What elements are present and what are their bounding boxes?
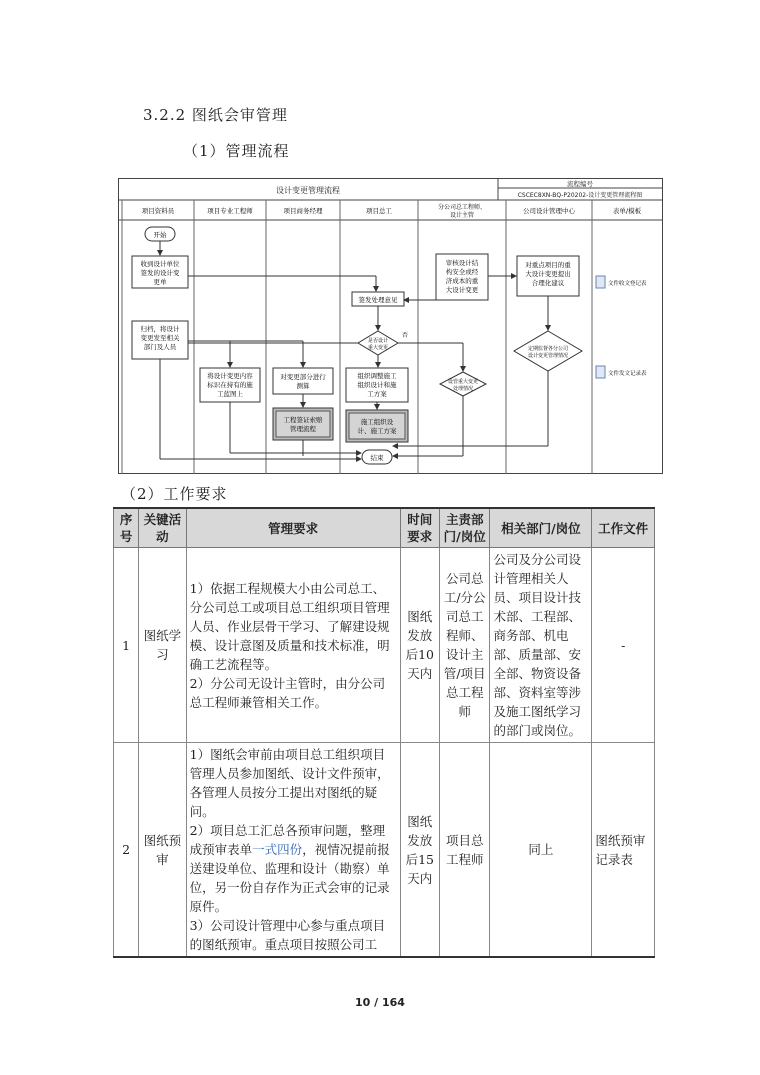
page-number: 10 / 164 [355, 996, 405, 1009]
lane-label: 表单/模板 [612, 207, 642, 215]
cell-dept: 公司总工/分公司总工程师、设计主管/项目总工程师 [439, 548, 489, 743]
flowchart [118, 178, 663, 474]
center-supervise-label: 定期监督各分公司设计变更管理情况 [527, 346, 569, 359]
cell-time: 图纸发放后15天内 [400, 743, 439, 958]
form1-icon [596, 276, 605, 288]
requirement-item: 2）分公司无设计主管时，由分公司总工程师兼管相关工作。 [189, 675, 386, 710]
header-time: 时间要求 [400, 508, 439, 548]
table-row [114, 548, 655, 743]
is-major-label: 是否设计重大变更 [367, 338, 389, 351]
cell-dept: 项目总工程师 [439, 743, 489, 958]
cell-requirements [186, 743, 400, 958]
requirement-item: 1）图纸会审前由项目总工组织项目管理人员参加图纸、设计文件预审，各管理人员按分工提出对图纸的疑问。 [189, 747, 390, 819]
branch-handle-label: 设管重大变更处理情况 [447, 379, 479, 392]
cell-activity: 图纸预审 [139, 743, 186, 958]
cell-seq: 2 [114, 743, 139, 958]
adjust-plan-label: 组织调整施工组织设计和施工方案 [357, 372, 397, 398]
table-header-row [114, 508, 655, 548]
receive-node-label: 收到设计单位签发的设计变更单 [140, 260, 180, 286]
no-label: 否 [402, 332, 409, 339]
cell-docs: 图纸预审记录表 [592, 743, 655, 958]
flow-code-label: 流程编号 [567, 180, 593, 188]
requirement-text: 2）项目总工汇总各预审问题，整理成预审表单 [189, 823, 386, 857]
flow-title: 设计变更管理流程 [276, 186, 340, 195]
header-activity: 关键活动 [139, 508, 186, 548]
cell-requirements [186, 548, 400, 743]
start-node-label: 开始 [153, 231, 167, 239]
cell-time: 图纸发放后10天内 [400, 548, 439, 743]
requirement-item: 1）依据工程规模大小由公司总工、分公司总工或项目总工组织项目管理人员、作业层骨干学习、了解建设规模、设计意图及质量和技术标准，明确工艺流程等。 [189, 580, 390, 672]
construction-design-label: 施工组织设计、施工方案 [357, 418, 397, 435]
section-title: 3.2.2 图纸会审管理 [143, 106, 288, 124]
lane-label: 项目资料员 [141, 207, 175, 215]
lane-label: 项目总工 [366, 207, 392, 215]
requirements-table [113, 507, 655, 958]
lane-label: 分公司总工程师、 [437, 204, 487, 211]
subsection-requirements: （2）工作要求 [121, 485, 228, 503]
cell-activity: 图纸学习 [139, 548, 186, 743]
end-node-label: 结束 [370, 454, 384, 462]
table-row [114, 743, 655, 958]
requirement-text: ，视情况提前报送建设单位、监理和设计（勘察）单位，另一份自存作为正式会审的记录原件。 [189, 842, 390, 914]
claim-process-label: 工程签证索赔管理流程 [283, 416, 323, 433]
branch-review-label: 审核设计结构安全或经济成本的重大设计变更 [445, 259, 479, 294]
lane-label: 公司设计管理中心 [523, 207, 575, 215]
cell-related: 同上 [490, 743, 592, 958]
header-docs: 工作文件 [592, 508, 655, 548]
center-suggest-label: 对重点项目的重大设计变更提出合理化建议 [525, 261, 571, 287]
requirement-item: 3）公司设计管理中心参与重点项目的图纸预审。重点项目按照公司工 [189, 918, 386, 952]
lane-label: 项目商务经理 [283, 207, 323, 215]
lane-label: 项目专业工程师 [207, 207, 253, 215]
form2-icon [596, 366, 605, 378]
requirement-item [190, 821, 397, 916]
review-opinion-label: 签发处理意见 [358, 296, 398, 304]
cost-estimate-node [273, 368, 333, 394]
header-requirements: 管理要求 [186, 508, 400, 548]
archive-node-label: 归档，将设计变更发至相关部门及人员 [140, 325, 180, 351]
header-related: 相关部门/岗位 [490, 508, 592, 548]
header-seq: 序号 [114, 508, 139, 548]
header-dept: 主责部门/岗位 [439, 508, 489, 548]
subsection-flow: （1）管理流程 [183, 142, 290, 160]
form2-label: 文件发文记录表 [608, 371, 647, 377]
form1-label: 文件收文登记表 [608, 281, 647, 287]
cost-estimate-label: 对变更部分进行测算 [280, 373, 326, 390]
copies-highlight: 一式四份 [252, 842, 303, 857]
lane-label: 设计主管 [449, 212, 475, 219]
flow-code-value: CSCEC8XN-BQ-P20202-设计变更管理流程图 [517, 192, 643, 199]
mark-drawing-label: 将设计变更内容标识在持有的施工蓝图上 [207, 372, 253, 398]
cell-related: 公司及分公司设计管理相关人员、项目设计技术部、工程部、商务部、机电部、质量部、安全部、物资设备部、资料室等涉及施工图纸学习的部门或岗位。 [490, 548, 592, 743]
cell-seq: 1 [114, 548, 139, 743]
cell-docs: - [592, 548, 655, 743]
